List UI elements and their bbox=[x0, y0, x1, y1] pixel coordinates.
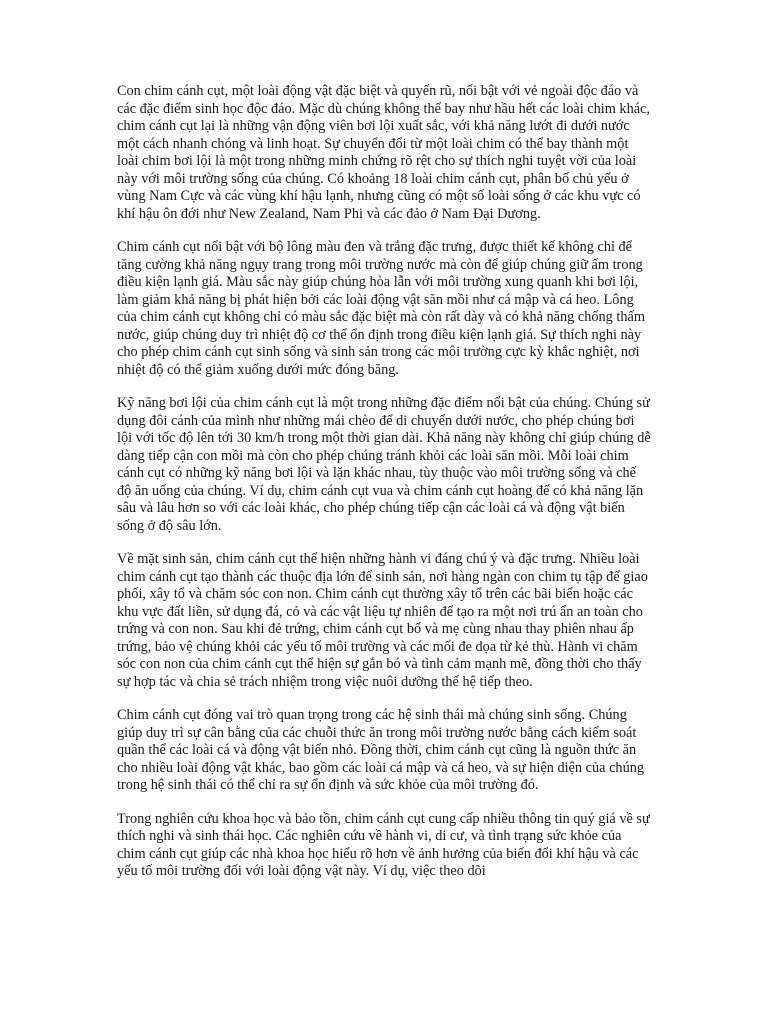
paragraph-ecosystem: Chim cánh cụt đóng vai trò quan trọng trong các hệ sinh thái mà chúng sinh sống. Chúng giúp duy trì sự cân bằng của các chuỗi thức ăn trong môi trường nước bằng cách kiểm soát quần thể các loài cá và động vật biển nhỏ. Đồng thời, chim cánh cụt cũng là nguồn thức ăn cho nhiều loài động vật khác, bao gồm các loài cá mập và cá heo, và sự hiện diện của chúng trong hệ sinh thái có thể chỉ ra sự ổn định và sức khỏe của môi trường đó. bbox=[117, 707, 645, 793]
paragraph-swimming: Kỹ năng bơi lội của chim cánh cụt là một trong những đặc điểm nổi bật của chúng. Chúng sử dụng đôi cánh của mình như những mái chèo để di chuyển dưới nước, cho phép chúng bơi lội với tốc độ lên tới 30 km/h trong một thời gian dài. Khả năng này không chỉ giúp chúng dễ dàng tiếp cận con mồi mà còn cho phép chúng tránh khỏi các loài săn mồi. Mỗi loài chim cánh cụt có những kỹ năng bơi lội và lặn khác nhau, tùy thuộc vào môi trường sống và chế độ ăn uống của chúng. Ví dụ, chim cánh cụt vua và chim cánh cụt hoàng đế có khả năng lặn sâu và lâu hơn so với các loài khác, cho phép chúng tiếp cận các loài cá và động vật biển sống ở độ sâu lớn. bbox=[117, 395, 651, 534]
paragraph-reproduction: Về mặt sinh sản, chim cánh cụt thể hiện những hành vi đáng chú ý và đặc trưng. Nhiều loài chim cánh cụt tạo thành các thuộc địa lớn để sinh sản, nơi hàng ngàn con chim tụ tập để giao phối, xây tổ và chăm sóc con non. Chim cánh cụt thường xây tổ trên các bãi biển hoặc các khu vực đất liền, sử dụng đá, cỏ và các vật liệu tự nhiên để tạo ra một nơi trú ẩn an toàn cho trứng và con non. Sau khi đẻ trứng, chim cánh cụt bố và mẹ cùng nhau thay phiên nhau ấp trứng, bảo vệ chúng khỏi các yếu tố môi trường và các mối đe dọa từ kẻ thù. Hành vi chăm sóc con non của chim cánh cụt thể hiện sự gắn bó và tình cảm mạnh mẽ, đồng thời cho thấy sự hợp tác và chia sẻ trách nhiệm trong việc nuôi dưỡng thế hệ tiếp theo. bbox=[117, 551, 648, 690]
paragraph-research: Trong nghiên cứu khoa học và bảo tồn, chim cánh cụt cung cấp nhiều thông tin quý giá về sự thích nghi và sinh thái học. Các nghiên cứu về hành vi, di cư, và tình trạng sức khỏe của chim cánh cụt giúp các nhà khoa học hiểu rõ hơn về ảnh hưởng của biến đổi khí hậu và các yếu tố môi trường đối với loài động vật này. Ví dụ, việc theo dõi bbox=[117, 810, 650, 879]
paragraph-plumage: Chim cánh cụt nổi bật với bộ lông màu đen và trắng đặc trưng, được thiết kế không chỉ để tăng cường khả năng ngụy trang trong môi trường nước mà còn để giúp chúng giữ ấm trong điều kiện lạnh giá. Màu sắc này giúp chúng hòa lẫn với môi trường xung quanh khi bơi lội, làm giảm khả năng bị phát hiện bởi các loài động vật săn mồi như cá mập và cá heo. Lông của chim cánh cụt không chỉ có màu sắc đặc biệt mà còn rất dày và có khả năng chống thấm nước, giúp chúng duy trì nhiệt độ cơ thể ổn định trong điều kiện lạnh giá. Sự thích nghi này cho phép chim cánh cụt sinh sống và sinh sản trong các môi trường cực kỳ khắc nghiệt, nơi nhiệt độ có thể giảm xuống dưới mức đóng băng. bbox=[117, 239, 645, 378]
document-body bbox=[117, 83, 652, 897]
paragraph-intro: Con chim cánh cụt, một loài động vật đặc biệt và quyến rũ, nổi bật với vẻ ngoài độc đáo và các đặc điểm sinh học độc đáo. Mặc dù chúng không thể bay như hầu hết các loài chim khác, chim cánh cụt lại là những vận động viên bơi lội xuất sắc, với khả năng lướt đi dưới nước một cách nhanh chóng và linh hoạt. Sự chuyển đổi từ một loài chim có thể bay thành một loài chim bơi lội là một trong những minh chứng rõ rệt cho sự thích nghi tuyệt vời của loài này với môi trường sống của chúng. Có khoảng 18 loài chim cánh cụt, phân bố chủ yếu ở vùng Nam Cực và các vùng khí hậu lạnh, nhưng cũng có một số loài sống ở các khu vực có khí hậu ôn đới như New Zealand, Nam Phi và các đảo ở Nam Đại Dương. bbox=[117, 83, 650, 222]
